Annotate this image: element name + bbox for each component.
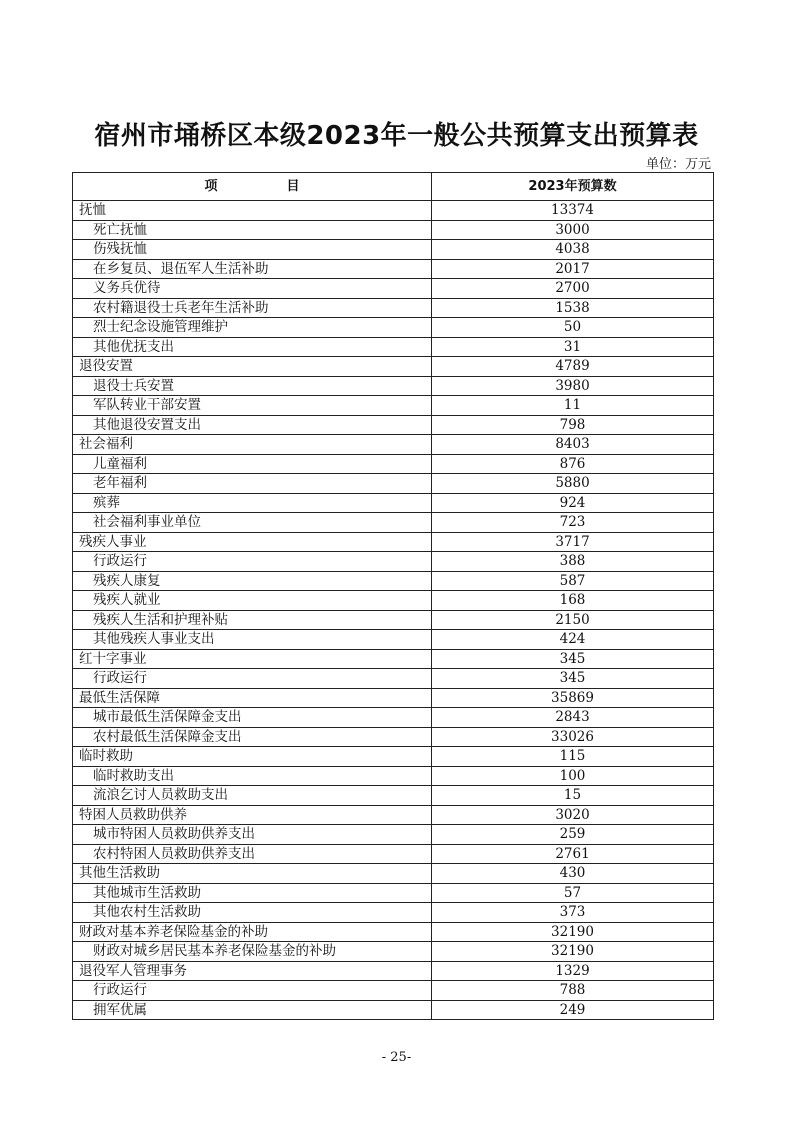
item-name: 临时救助支出: [73, 766, 432, 786]
item-name: 农村籍退役士兵老年生活补助: [73, 298, 432, 318]
item-name: 财政对城乡居民基本养老保险基金的补助: [73, 942, 432, 962]
item-value: 259: [432, 825, 714, 845]
item-value: 3980: [432, 376, 714, 396]
table-row: [73, 708, 714, 728]
item-name: 农村最低生活保障金支出: [73, 727, 432, 747]
unit-label: 单位：万元: [645, 157, 711, 172]
item-value: 798: [432, 415, 714, 435]
table-row: [73, 844, 714, 864]
table-row-category: [73, 864, 714, 884]
table-row: [73, 415, 714, 435]
item-value: 788: [432, 981, 714, 1001]
item-name: 残疾人康复: [73, 571, 432, 591]
table-row: [73, 786, 714, 806]
table-row-category: [73, 922, 714, 942]
table-row-category: [73, 649, 714, 669]
item-value: 32190: [432, 922, 714, 942]
item-value: 876: [432, 454, 714, 474]
item-name: 农村特困人员救助供养支出: [73, 844, 432, 864]
table-row: [73, 220, 714, 240]
table-row: [73, 318, 714, 338]
item-name: 其他生活救助: [73, 864, 432, 884]
item-value: 345: [432, 669, 714, 689]
item-name: 殡葬: [73, 493, 432, 513]
item-value: 32190: [432, 942, 714, 962]
table-row: [73, 474, 714, 494]
item-name: 其他城市生活救助: [73, 883, 432, 903]
table-row: [73, 337, 714, 357]
table-row: [73, 942, 714, 962]
item-value: 115: [432, 747, 714, 767]
table-row-category: [73, 435, 714, 455]
table-row: [73, 513, 714, 533]
item-name: 临时救助: [73, 747, 432, 767]
item-name: 残疾人事业: [73, 532, 432, 552]
table-row: [73, 883, 714, 903]
table-header-row: [73, 173, 714, 201]
item-value: 3000: [432, 220, 714, 240]
item-name: 城市特困人员救助供养支出: [73, 825, 432, 845]
item-value: 430: [432, 864, 714, 884]
item-name: 其他残疾人事业支出: [73, 630, 432, 650]
item-value: 388: [432, 552, 714, 572]
item-name: 行政运行: [73, 552, 432, 572]
table-row: [73, 610, 714, 630]
item-name: 行政运行: [73, 981, 432, 1001]
table-row-category: [73, 805, 714, 825]
item-name: 退役军人管理事务: [73, 961, 432, 981]
page-number: - 25-: [381, 1050, 412, 1065]
item-name: 军队转业干部安置: [73, 396, 432, 416]
item-value: 4038: [432, 240, 714, 260]
item-value: 587: [432, 571, 714, 591]
table-row: [73, 493, 714, 513]
item-value: 5880: [432, 474, 714, 494]
item-value: 345: [432, 649, 714, 669]
item-value: 15: [432, 786, 714, 806]
table-row: [73, 454, 714, 474]
item-value: 57: [432, 883, 714, 903]
table-row-category: [73, 357, 714, 377]
table-row: [73, 279, 714, 299]
item-name: 伤残抚恤: [73, 240, 432, 260]
item-name: 其他农村生活救助: [73, 903, 432, 923]
item-value: 924: [432, 493, 714, 513]
page-title: 宿州市埇桥区本级2023年一般公共预算支出预算表: [94, 121, 699, 151]
item-name: 红十字事业: [73, 649, 432, 669]
item-name: 社会福利: [73, 435, 432, 455]
table-row: [73, 240, 714, 260]
item-value: 13374: [432, 201, 714, 221]
item-name: 抚恤: [73, 201, 432, 221]
table-row: [73, 981, 714, 1001]
item-name: 退役安置: [73, 357, 432, 377]
table-row: [73, 766, 714, 786]
item-value: 3020: [432, 805, 714, 825]
item-name: 流浪乞讨人员救助支出: [73, 786, 432, 806]
item-name: 义务兵优待: [73, 279, 432, 299]
item-value: 249: [432, 1000, 714, 1020]
item-value: 35869: [432, 688, 714, 708]
table-row: [73, 630, 714, 650]
item-name: 死亡抚恤: [73, 220, 432, 240]
item-name: 行政运行: [73, 669, 432, 689]
table-row: [73, 825, 714, 845]
item-name: 儿童福利: [73, 454, 432, 474]
table-row-category: [73, 532, 714, 552]
item-value: 31: [432, 337, 714, 357]
item-value: 2700: [432, 279, 714, 299]
item-name: 其他退役安置支出: [73, 415, 432, 435]
header-item-char-2: 目: [286, 178, 300, 194]
item-value: 3717: [432, 532, 714, 552]
table-row: [73, 259, 714, 279]
item-value: 100: [432, 766, 714, 786]
item-name: 城市最低生活保障金支出: [73, 708, 432, 728]
item-value: 2761: [432, 844, 714, 864]
table-row: [73, 552, 714, 572]
item-name: 最低生活保障: [73, 688, 432, 708]
item-value: 2150: [432, 610, 714, 630]
item-name: 特困人员救助供养: [73, 805, 432, 825]
table-row-category: [73, 961, 714, 981]
item-name: 烈士纪念设施管理维护: [73, 318, 432, 338]
item-value: 1538: [432, 298, 714, 318]
item-name: 在乡复员、退伍军人生活补助: [73, 259, 432, 279]
table-row-category: [73, 201, 714, 221]
header-item-char-1: 项: [204, 178, 218, 194]
item-name: 残疾人就业: [73, 591, 432, 611]
table-body: [73, 201, 714, 1020]
table-row-category: [73, 688, 714, 708]
item-value: 373: [432, 903, 714, 923]
item-name: 老年福利: [73, 474, 432, 494]
table-row: [73, 903, 714, 923]
item-name: 残疾人生活和护理补贴: [73, 610, 432, 630]
item-name: 退役士兵安置: [73, 376, 432, 396]
table-row-category: [73, 747, 714, 767]
item-value: 2843: [432, 708, 714, 728]
item-name: 社会福利事业单位: [73, 513, 432, 533]
table-row: [73, 1000, 714, 1020]
item-name: 其他优抚支出: [73, 337, 432, 357]
item-value: 33026: [432, 727, 714, 747]
header-item: [73, 173, 432, 201]
item-value: 2017: [432, 259, 714, 279]
item-value: 11: [432, 396, 714, 416]
item-value: 424: [432, 630, 714, 650]
table-row: [73, 591, 714, 611]
table-row: [73, 669, 714, 689]
item-value: 723: [432, 513, 714, 533]
table-row: [73, 727, 714, 747]
header-budget: 2023年预算数: [432, 173, 714, 201]
item-value: 50: [432, 318, 714, 338]
item-value: 8403: [432, 435, 714, 455]
table-row: [73, 396, 714, 416]
item-value: 4789: [432, 357, 714, 377]
table-row: [73, 298, 714, 318]
item-value: 1329: [432, 961, 714, 981]
item-name: 财政对基本养老保险基金的补助: [73, 922, 432, 942]
table-row: [73, 376, 714, 396]
item-name: 拥军优属: [73, 1000, 432, 1020]
item-value: 168: [432, 591, 714, 611]
table-row: [73, 571, 714, 591]
budget-table: [72, 172, 714, 1020]
